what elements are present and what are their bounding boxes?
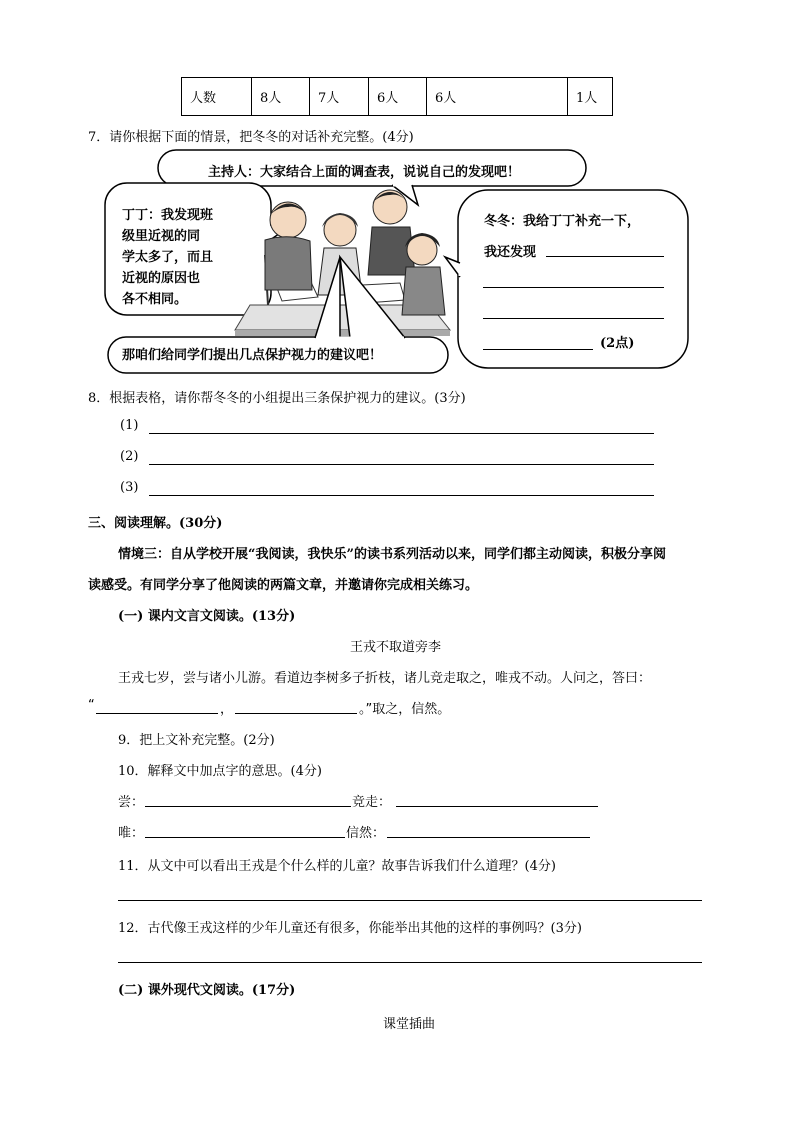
passage-line-1: 王戎七岁，尝与诸小儿游。看道边李树多子折枝，诸儿竞走取之，唯戎不动。人问之，答曰： [118, 671, 652, 686]
passage-end: 。”取之，信然。 [359, 702, 451, 717]
answer-line[interactable] [483, 349, 593, 350]
dingding-line: 近视的原因也 [122, 271, 201, 286]
dingding-line: 各不相同。 [122, 292, 188, 307]
table-cell: 7人 [310, 78, 369, 116]
answer-line[interactable] [396, 806, 598, 807]
passage-2-title: 课堂插曲 [383, 1017, 436, 1032]
dingding-line: 学太多了，而且 [122, 250, 214, 265]
term-label: 竞走： [352, 795, 392, 810]
host-bubble-text: 主持人：大家结合上面的调查表，说说自己的发现吧！ [208, 165, 521, 180]
answer-line[interactable] [118, 962, 702, 963]
answer-line[interactable] [483, 318, 664, 319]
table-cell: 人数 [182, 78, 252, 116]
question-9: 9．把上文补充完整。(2分) [118, 733, 275, 748]
question-11: 11．从文中可以看出王戎是个什么样的儿童？故事告诉我们什么道理？(4分) [118, 859, 556, 874]
table-cell: 6人 [427, 78, 568, 116]
part-2-heading: (二) 课外现代文阅读。(17分) [118, 983, 296, 998]
table-cell: 1人 [568, 78, 613, 116]
answer-line[interactable] [118, 900, 702, 901]
question-12: 12．古代像王戎这样的少年儿童还有很多，你能举出其他的这样的事例吗？(3分) [118, 921, 582, 936]
survey-table [181, 77, 613, 116]
passage-open-quote: “ [88, 698, 95, 713]
fill-blank[interactable] [235, 713, 357, 714]
answer-line[interactable] [145, 837, 345, 838]
q8-item-label: (3) [120, 480, 139, 495]
answer-line[interactable] [546, 256, 664, 257]
part-1-heading: (一) 课内文言文阅读。(13分) [118, 609, 296, 624]
answer-line[interactable] [145, 806, 351, 807]
dingding-line: 丁丁：我发现班 [122, 208, 214, 223]
q8-item-label: (2) [120, 449, 139, 464]
question-7: 7．请你根据下面的情景，把冬冬的对话补充完整。(4分) [88, 130, 414, 145]
table-cell: 6人 [369, 78, 427, 116]
fill-blank[interactable] [96, 713, 218, 714]
context-line-2: 读感受。有同学分享了他阅读的两篇文章，并邀请你完成相关练习。 [88, 578, 479, 593]
passage-comma: ， [220, 702, 234, 717]
context-line-1: 情境三：自从学校开展“我阅读，我快乐”的读书系列活动以来，同学们都主动阅读，积极分享阅 [118, 547, 666, 562]
passage-title: 王戎不取道旁李 [350, 640, 442, 655]
term-label: 尝： [118, 795, 145, 810]
dongdong-points: (2点) [600, 336, 635, 351]
answer-line[interactable] [149, 464, 654, 465]
term-label: 信然： [346, 826, 386, 841]
table-row [182, 78, 613, 116]
answer-line[interactable] [149, 433, 654, 434]
answer-line[interactable] [149, 495, 654, 496]
q8-item-label: (1) [120, 418, 139, 433]
table-cell: 8人 [252, 78, 310, 116]
term-label: 唯： [118, 826, 145, 841]
dongdong-line-2: 我还发现 [484, 245, 537, 260]
dingding-line: 级里近视的同 [122, 229, 201, 244]
dongdong-line-1: 冬冬：我给丁丁补充一下， [484, 214, 641, 229]
dingding-bubble-text [122, 205, 213, 310]
question-10: 10．解释文中加点字的意思。(4分) [118, 764, 322, 779]
answer-line[interactable] [483, 287, 664, 288]
question-8: 8．根据表格，请你帮冬冬的小组提出三条保护视力的建议。(3分) [88, 391, 466, 406]
answer-line[interactable] [387, 837, 590, 838]
bottom-bubble-text: 那咱们给同学们提出几点保护视力的建议吧！ [122, 348, 383, 363]
section-3-heading: 三、阅读理解。(30分) [88, 516, 223, 531]
